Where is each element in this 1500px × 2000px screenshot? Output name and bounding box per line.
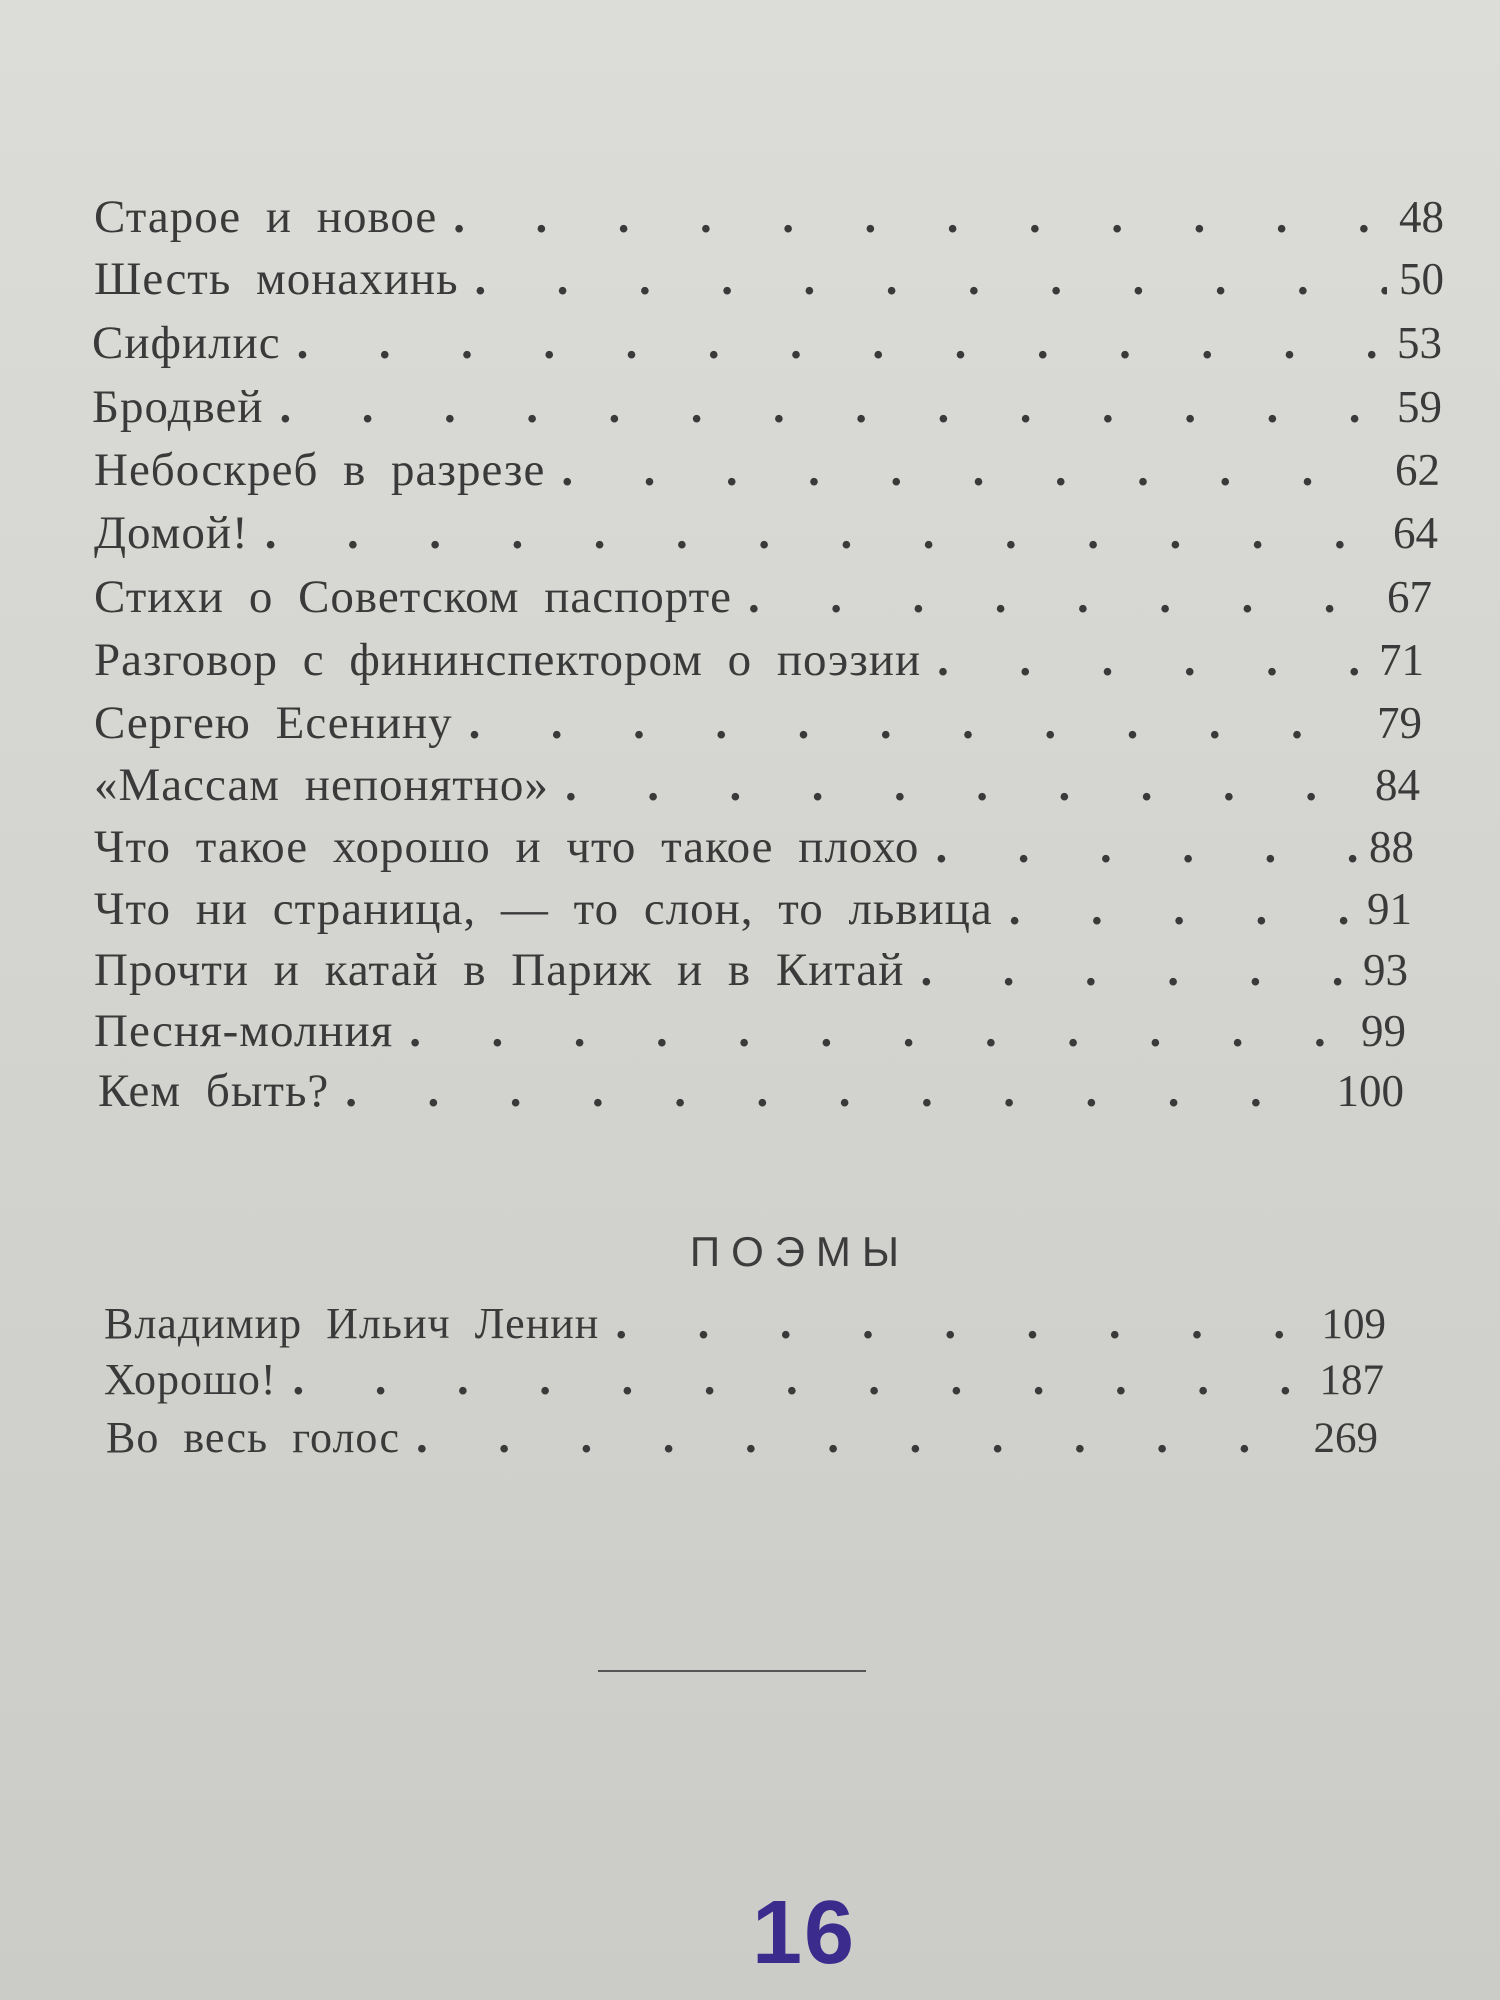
poem-entry-page: 269 bbox=[1313, 1415, 1378, 1462]
toc-entry-page: 53 bbox=[1397, 318, 1442, 368]
dot-leader bbox=[345, 1064, 1324, 1118]
toc-entry bbox=[92, 380, 1442, 434]
toc-entry-title: Сергею Есенину bbox=[94, 697, 453, 749]
dot-leader bbox=[561, 443, 1383, 497]
toc-entry bbox=[94, 820, 1414, 874]
toc-entry-title: Песня-молния bbox=[94, 1005, 394, 1057]
toc-entry-title: Кем быть? bbox=[98, 1065, 330, 1117]
poem-entry-page: 109 bbox=[1321, 1301, 1386, 1348]
poem-entry-title: Во весь голос bbox=[106, 1413, 401, 1462]
toc-entry bbox=[94, 1004, 1406, 1058]
poem-entry-title: Владимир Ильич Ленин bbox=[104, 1299, 600, 1348]
toc-entry-title: «Массам непонятно» bbox=[94, 759, 549, 811]
toc-entry-page: 71 bbox=[1379, 635, 1424, 685]
dot-leader bbox=[935, 820, 1357, 874]
dot-leader bbox=[265, 506, 1381, 560]
dot-leader bbox=[279, 380, 1385, 434]
poem-entry-title: Хорошо! bbox=[104, 1355, 277, 1404]
toc-entry-title: Домой! bbox=[94, 507, 249, 559]
toc-entry-title: Что ни страница, — то слон, то львица bbox=[94, 883, 993, 935]
toc-entry-title: Разговор с фининспектором о поэзии bbox=[94, 634, 922, 686]
dot-leader bbox=[297, 316, 1385, 370]
dot-leader bbox=[565, 758, 1363, 812]
toc-entry-title: Сифилис bbox=[92, 317, 281, 369]
toc-entry bbox=[94, 696, 1422, 750]
toc-entry-page: 91 bbox=[1367, 884, 1412, 934]
toc-entry bbox=[94, 252, 1444, 306]
toc-entry-title: Что такое хорошо и что такое плохо bbox=[94, 821, 920, 873]
section-heading: ПОЭМЫ bbox=[689, 1228, 911, 1275]
dot-leader bbox=[937, 633, 1367, 687]
dot-leader bbox=[615, 1296, 1309, 1350]
dot-leader bbox=[1009, 882, 1355, 936]
poem-entry bbox=[106, 1410, 1378, 1464]
toc-entry bbox=[94, 633, 1424, 687]
toc-entry bbox=[94, 882, 1412, 936]
toc-entry bbox=[94, 943, 1408, 997]
toc-entry-title: Старое и новое bbox=[94, 191, 438, 243]
toc-entry bbox=[94, 506, 1438, 560]
toc-entry-page: 84 bbox=[1375, 760, 1420, 810]
stamped-page-number: 16 bbox=[752, 1883, 857, 1983]
toc-entry-page: 79 bbox=[1377, 698, 1422, 748]
dot-leader bbox=[469, 696, 1365, 750]
toc-entry bbox=[94, 190, 1444, 244]
toc-entry-page: 93 bbox=[1363, 945, 1408, 995]
poem-entry bbox=[104, 1352, 1384, 1406]
toc-entry-page: 67 bbox=[1387, 572, 1432, 622]
dot-leader bbox=[475, 252, 1387, 306]
toc-entry-page: 50 bbox=[1399, 254, 1444, 304]
toc-entry-page: 62 bbox=[1395, 445, 1440, 495]
toc-entry bbox=[94, 570, 1432, 624]
dot-leader bbox=[920, 943, 1351, 997]
dot-leader bbox=[748, 570, 1375, 624]
toc-entry-page: 100 bbox=[1336, 1066, 1404, 1116]
toc-entry bbox=[92, 316, 1442, 370]
horizontal-rule bbox=[598, 1670, 866, 1672]
toc-entry bbox=[94, 758, 1420, 812]
toc-entry-page: 88 bbox=[1369, 822, 1414, 872]
toc-entry-page: 64 bbox=[1393, 508, 1438, 558]
toc-entry-title: Стихи о Советском паспорте bbox=[94, 571, 733, 623]
toc-entry-title: Прочти и катай в Париж и в Китай bbox=[94, 944, 905, 996]
toc-entry-page: 99 bbox=[1361, 1006, 1406, 1056]
dot-leader bbox=[409, 1004, 1349, 1058]
poem-entry bbox=[104, 1296, 1386, 1350]
toc-entry-page: 59 bbox=[1397, 382, 1442, 432]
toc-entry-title: Шесть монахинь bbox=[94, 253, 459, 305]
toc-entry-page: 48 bbox=[1399, 192, 1444, 242]
dot-leader bbox=[416, 1410, 1301, 1464]
toc-entry-title: Бродвей bbox=[92, 381, 264, 433]
toc-entry-title: Небоскреб в разрезе bbox=[94, 444, 546, 496]
toc-entry bbox=[94, 443, 1440, 497]
toc-entry bbox=[98, 1064, 1404, 1118]
dot-leader bbox=[293, 1352, 1308, 1406]
poem-entry-page: 187 bbox=[1319, 1357, 1384, 1404]
dot-leader bbox=[453, 190, 1387, 244]
